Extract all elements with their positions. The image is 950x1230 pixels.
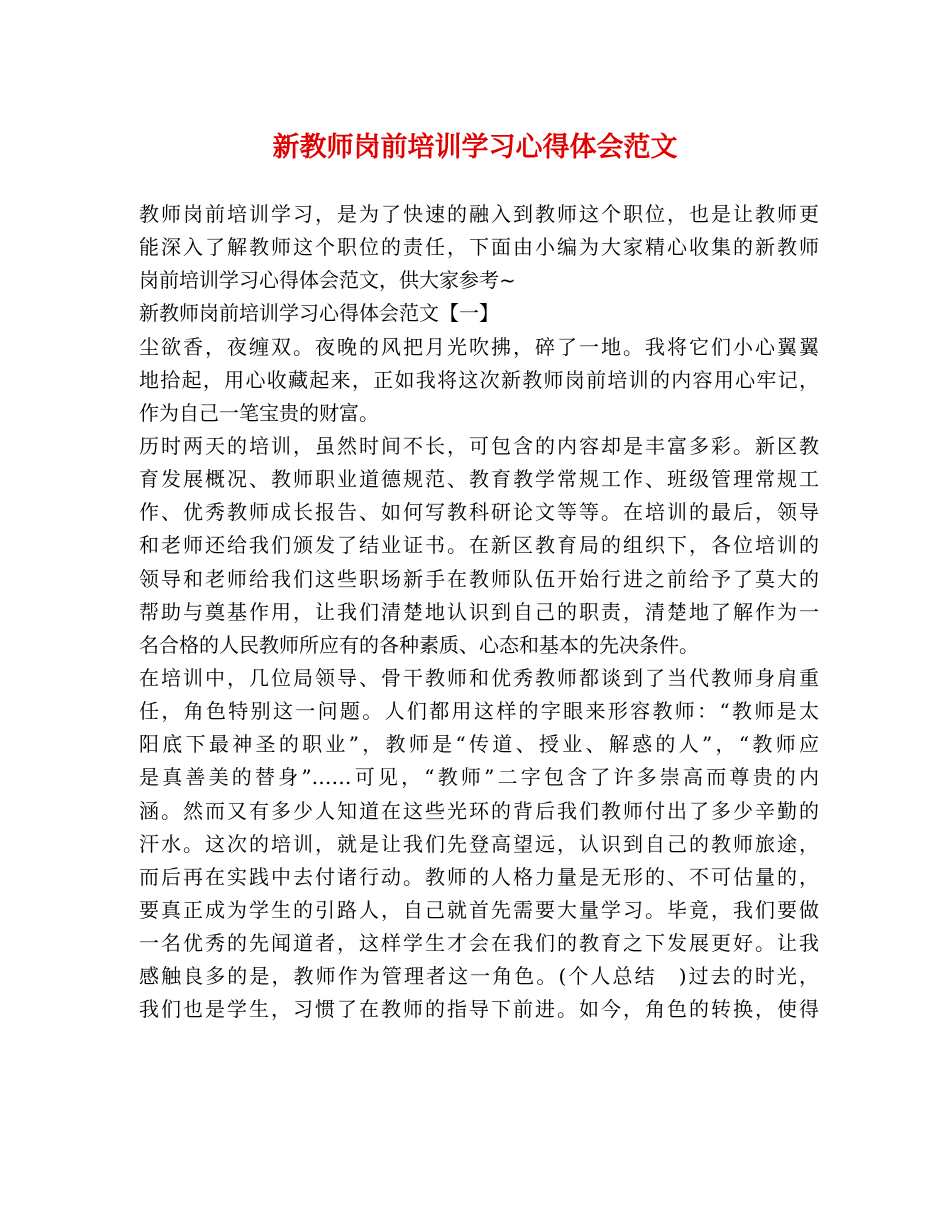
document-body [139, 198, 819, 1027]
text-line: 尘欲香，夜缠双。夜晚的风把月光吹拂，碎了一地。我将它们小心翼翼 [139, 334, 819, 359]
text-line: 领导和老师给我们这些职场新手在教师队伍开始行进之前给予了莫大的 [139, 566, 819, 591]
document-title: 新教师岗前培训学习心得体会范文 [272, 132, 678, 163]
text-line: 涵。然而又有多少人知道在这些光环的背后我们教师付出了多少辛勤的 [139, 798, 819, 823]
text-line: 任，角色特别这一问题。人们都用这样的字眼来形容教师：“教师是太 [139, 699, 819, 724]
text-line: 要真正成为学生的引路人，自己就首先需要大量学习。毕竟，我们要做 [139, 897, 819, 922]
text-line: 一名优秀的先闻道者，这样学生才会在我们的教育之下发展更好。让我 [139, 931, 819, 956]
text-line: 帮助与奠基作用，让我们清楚地认识到自己的职责，清楚地了解作为一 [139, 599, 819, 624]
text-line: 岗前培训学习心得体会范文，供大家参考~ [139, 268, 516, 293]
text-line: 在培训中，几位局领导、骨干教师和优秀教师都谈到了当代教师身肩重 [139, 665, 819, 690]
text-line: 是真善美的替身”……可见，“教师”二字包含了许多崇高而尊贵的内 [139, 765, 819, 790]
text-line: 教师岗前培训学习，是为了快速的融入到教师这个职位，也是让教师更 [139, 202, 819, 226]
text-line: 而后再在实践中去付诸行动。教师的人格力量是无形的、不可估量的， [139, 864, 819, 889]
text-line: 地拾起，用心收藏起来，正如我将这次新教师岗前培训的内容用心牢记， [139, 367, 819, 392]
text-line: 作为自己一笔宝贵的财富。 [139, 400, 379, 425]
text-line: 能深入了解教师这个职位的责任，下面由小编为大家精心收集的新教师 [139, 235, 819, 260]
text-line: 和老师还给我们颁发了结业证书。在新区教育局的组织下，各位培训的 [139, 533, 819, 558]
text-line: 作、优秀教师成长报告、如何写教科研论文等等。在培训的最后，领导 [139, 500, 819, 525]
section-heading: 新教师岗前培训学习心得体会范文【一】 [139, 301, 499, 326]
text-line: 感触良多的是，教师作为管理者这一角色。(个人总结 )过去的时光， [139, 964, 819, 989]
text-line: 名合格的人民教师所应有的各种素质、心态和基本的先决条件。 [139, 632, 699, 657]
text-line: 我们也是学生，习惯了在教师的指导下前进。如今，角色的转换，使得 [139, 997, 819, 1022]
text-line: 阳底下最神圣的职业”，教师是“传道、授业、解惑的人”，“教师应 [139, 732, 819, 757]
text-line: 育发展概况、教师职业道德规范、教育教学常规工作、班级管理常规工 [139, 467, 819, 492]
text-line: 历时两天的培训，虽然时间不长，可包含的内容却是丰富多彩。新区教 [139, 433, 819, 458]
text-line: 汗水。这次的培训，就是让我们先登高望远，认识到自己的教师旅途， [139, 831, 819, 856]
